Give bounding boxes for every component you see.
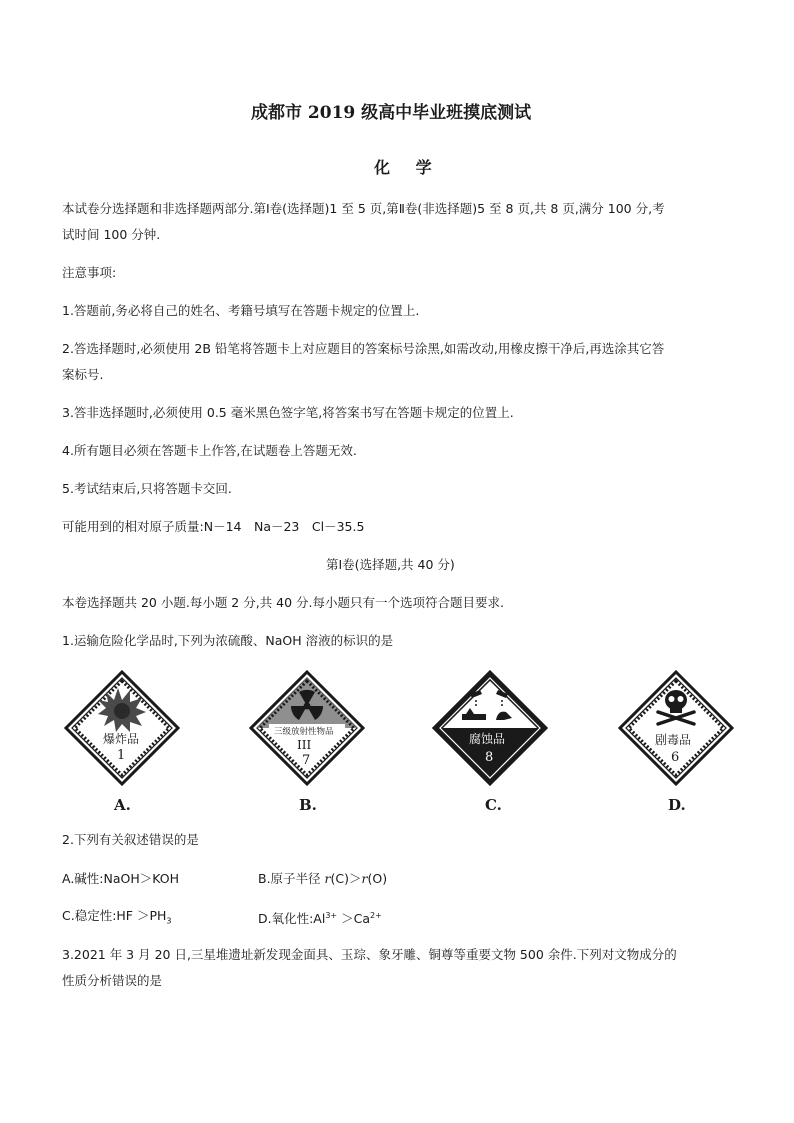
radius-symbol: r [324, 871, 331, 886]
sign-label: 爆炸品 [103, 732, 140, 746]
question-2-option-b [258, 870, 387, 888]
superscript: 3+ [325, 911, 338, 920]
question-2-option-d [258, 907, 382, 928]
sign-class-number: 6 [671, 750, 680, 765]
hazard-sign-corrosive [432, 670, 548, 786]
atomic-mass-line: 可能用到的相对原子质量:N－14 Na－23 Cl－35.5 [62, 519, 365, 534]
intro-line-2: 试时间 100 分钟. [62, 227, 161, 242]
note-1: 1.答题前,务必将自己的姓名、考籍号填写在答题卡规定的位置上. [62, 303, 420, 318]
sign-label: 剧毒品 [655, 733, 692, 747]
section-1-title: 第Ⅰ卷(选择题,共 40 分) [326, 557, 455, 572]
intro-line-1: 本试卷分选择题和非选择题两部分.第Ⅰ卷(选择题)1 至 5 页,第Ⅱ卷(非选择题)5 至 8 页,共 8 页,满分 100 分,考 [62, 201, 665, 216]
sign-label: 三级放射性物品 [274, 727, 334, 737]
option-c-label: C. [485, 796, 502, 814]
option-b-text-mid: (C)＞ [330, 871, 362, 886]
question-1-stem: 1.运输危险化学品时,下列为浓硫酸、NaOH 溶液的标识的是 [62, 633, 394, 648]
sign-category-roman: III [297, 738, 312, 752]
page-title: 成都市 2019 级高中毕业班摸底测试 [251, 103, 532, 123]
hazard-sign-toxic [618, 670, 734, 786]
question-3-line-2: 性质分析错误的是 [62, 973, 163, 988]
note-2-line-1: 2.答选择题时,必须使用 2B 铅笔将答题卡上对应题目的答案标号涂黑,如需改动,用橡皮擦干净后,再选涂其它答 [62, 341, 665, 356]
sign-class-number: 1 [117, 748, 126, 763]
option-c-text: C.稳定性:HF ＞PH [62, 908, 167, 923]
option-b-label: B. [299, 796, 317, 814]
notes-heading: 注意事项: [62, 265, 117, 280]
sign-class-number: 8 [485, 750, 494, 765]
hazard-sign-explosive [64, 670, 180, 786]
question-2-option-a: A.碱性:NaOH＞KOH [62, 871, 180, 886]
sign-label: 腐蚀品 [469, 732, 506, 746]
option-d-label: D. [668, 796, 686, 814]
subscript: 3 [166, 916, 172, 926]
question-2-stem: 2.下列有关叙述错误的是 [62, 832, 199, 847]
subject-title: 化 学 [374, 158, 442, 177]
superscript: 2+ [370, 911, 382, 920]
note-2-line-2: 案标号. [62, 367, 104, 382]
section-1-description: 本卷选择题共 20 小题.每小题 2 分,共 40 分.每小题只有一个选项符合题目要求. [62, 595, 504, 610]
question-3-line-1: 3.2021 年 3 月 20 日,三星堆遗址新发现金面具、玉琮、象牙雕、铜尊等重要文物 500 余件.下列对文物成分的 [62, 947, 677, 962]
note-4: 4.所有题目必须在答题卡上作答,在试题卷上答题无效. [62, 443, 357, 458]
note-5: 5.考试结束后,只将答题卡交回. [62, 481, 232, 496]
option-b-text-pre: B.原子半径 [258, 871, 325, 886]
question-2-option-c [62, 907, 172, 931]
option-a-label: A. [114, 796, 131, 814]
hazard-sign-radioactive [249, 670, 365, 786]
radius-symbol: r [361, 871, 368, 886]
note-3: 3.答非选择题时,必须使用 0.5 毫米黑色签字笔,将答案书写在答题卡规定的位置上. [62, 405, 514, 420]
option-b-text-post: (O) [367, 871, 388, 886]
option-d-text-mid: ＞Ca [337, 911, 371, 927]
option-d-text-pre: D.氧化性:Al [258, 911, 326, 927]
sign-class-number: 7 [302, 753, 311, 768]
